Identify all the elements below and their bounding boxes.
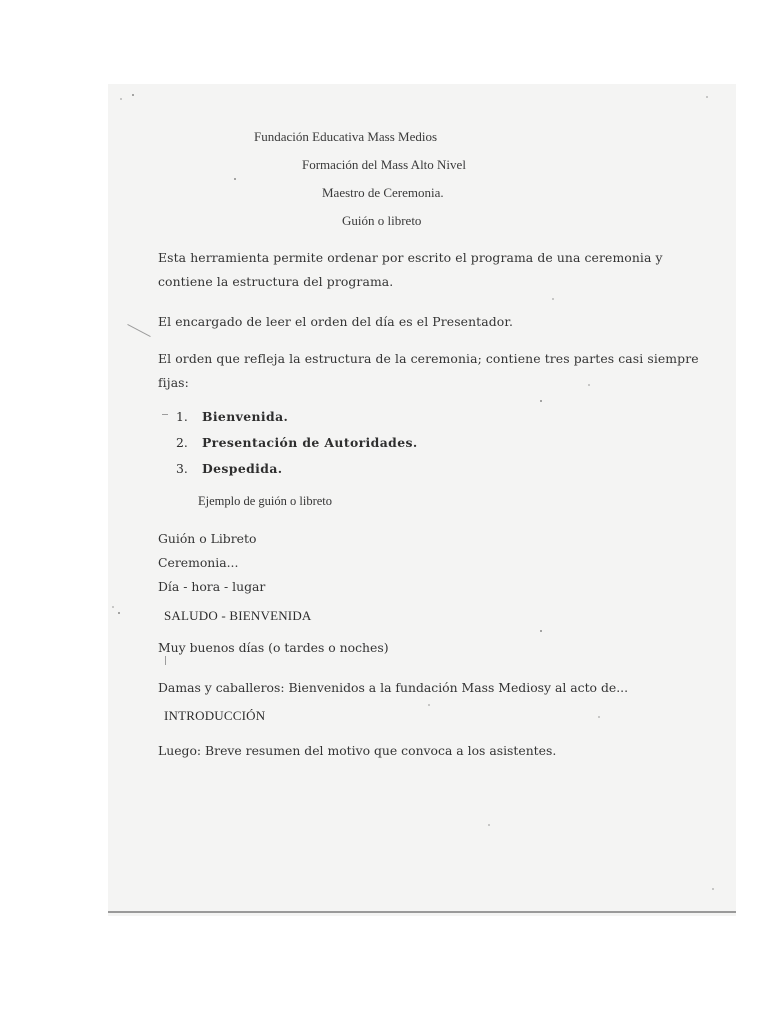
script-title: Guión o Libreto <box>158 531 257 546</box>
presenter-paragraph: El encargado de leer el orden del día es el Presentador. <box>158 314 514 329</box>
scan-speck <box>540 630 542 632</box>
list-item <box>176 404 418 430</box>
scan-speck <box>112 606 114 608</box>
scan-speck <box>706 96 708 98</box>
scan-speck <box>120 98 122 100</box>
script-when-where: Día - hora - lugar <box>158 579 266 594</box>
pencil-mark <box>127 324 150 337</box>
scan-speck <box>132 94 134 96</box>
list-item-label: Despedida. <box>201 461 283 476</box>
scan-bottom-edge <box>108 911 736 913</box>
introduction-heading: INTRODUCCIÓN <box>164 708 266 723</box>
list-item-number: 2. <box>176 435 188 450</box>
program-name: Formación del Mass Alto Nivel <box>302 157 466 172</box>
list-item <box>176 456 418 482</box>
scan-speck <box>552 298 554 300</box>
institution-name: Fundación Educativa Mass Medios <box>254 129 438 144</box>
topic-title: Guión o libreto <box>342 213 422 228</box>
scan-speck <box>540 400 542 402</box>
scan-speck <box>712 888 714 890</box>
scan-speck <box>428 704 430 706</box>
list-item-label: Bienvenida. <box>201 409 289 424</box>
script-ceremony: Ceremonia... <box>158 555 239 570</box>
greeting-line: Muy buenos días (o tardes o noches) <box>158 640 389 655</box>
scan-speck <box>118 612 120 614</box>
scan-speck <box>598 716 600 718</box>
list-item <box>176 430 418 456</box>
course-name: Maestro de Ceremonia. <box>322 185 444 200</box>
pencil-mark <box>162 414 168 415</box>
scan-speck <box>234 178 236 180</box>
greeting-heading: SALUDO - BIENVENIDA <box>164 608 312 623</box>
list-item-number: 1. <box>176 409 188 424</box>
ceremony-parts-list <box>176 404 418 482</box>
order-paragraph: El orden que refleja la estructura de la ceremonia; contiene tres partes casi siempre fijas: <box>158 351 699 390</box>
example-title: Ejemplo de guión o libreto <box>198 494 333 508</box>
intro-paragraph: Esta herramienta permite ordenar por escrito el programa de una ceremonia y contiene la estructura del programa. <box>158 250 663 289</box>
welcome-line: Damas y caballeros: Bienvenidos a la fundación Mass Mediosy al acto de... <box>158 680 629 695</box>
scan-speck <box>488 824 490 826</box>
pencil-mark <box>165 656 166 665</box>
scanned-page <box>108 84 736 916</box>
list-item-number: 3. <box>176 461 188 476</box>
list-item-label: Presentación de Autoridades. <box>201 435 418 450</box>
summary-line: Luego: Breve resumen del motivo que convoca a los asistentes. <box>158 743 557 758</box>
